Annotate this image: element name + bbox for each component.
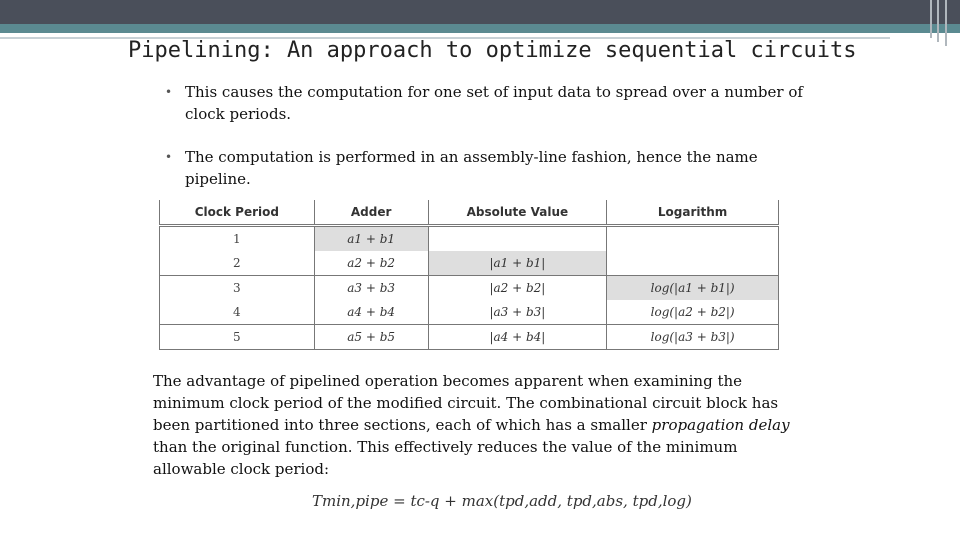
decorative-vertical-line [945,0,947,46]
bullet-item [165,81,815,125]
column-header: Logarithm [607,200,779,226]
clock-period-cell: 2 [160,251,315,276]
decorative-vertical-line [930,0,932,38]
adder-cell: a3 + b3 [314,276,428,301]
table-row [160,276,779,301]
clock-period-cell: 5 [160,325,315,350]
log-cell [607,251,779,276]
abs-cell [428,226,607,252]
abs-cell: |a2 + b2| [428,276,607,301]
adder-cell: a2 + b2 [314,251,428,276]
clock-period-formula: Tmin,pipe = tc-q + max(tpd,add, tpd,abs, tpd,log) [312,492,692,510]
bullet-item [165,146,815,190]
paragraph-emphasis: propagation delay [651,416,790,434]
clock-period-cell: 4 [160,300,315,325]
adder-cell: a4 + b4 [314,300,428,325]
log-cell: log(|a2 + b2|) [607,300,779,325]
clock-period-cell: 3 [160,276,315,301]
clock-period-cell: 1 [160,226,315,252]
bullet-text: This causes the computation for one set of input data to spread over a number of clock periods. [185,83,803,123]
adder-cell: a1 + b1 [314,226,428,252]
adder-cell: a5 + b5 [314,325,428,350]
table-row [160,325,779,350]
pipeline-table [159,200,779,350]
decorative-vertical-line [937,0,939,42]
table-row [160,300,779,325]
column-header: Clock Period [160,200,315,226]
log-cell: log(|a1 + b1|) [607,276,779,301]
log-cell: log(|a3 + b3|) [607,325,779,350]
top-teal-bar [0,24,960,33]
column-header: Absolute Value [428,200,607,226]
table-row [160,251,779,276]
table-header-row [160,200,779,226]
column-header: Adder [314,200,428,226]
bullet-text: The computation is performed in an assembly-line fashion, hence the name pipeline. [185,148,758,188]
paragraph-text: than the original function. This effectively reduces the value of the minimum allowable clock period: [153,438,738,478]
bullet-icon: • [165,85,173,99]
abs-cell: |a1 + b1| [428,251,607,276]
top-dark-bar [0,0,960,24]
body-paragraph [153,370,813,480]
abs-cell: |a3 + b3| [428,300,607,325]
paragraph-text: The advantage of pipelined operation becomes apparent when examining the minimum clock period of the modified circuit. The combinational circuit block has been partitioned into three sections, each of which has a smaller [153,372,779,434]
bullet-icon: • [165,150,173,164]
slide-title: Pipelining: An approach to optimize sequential circuits [128,38,857,63]
log-cell [607,226,779,252]
table-row [160,226,779,252]
abs-cell: |a4 + b4| [428,325,607,350]
